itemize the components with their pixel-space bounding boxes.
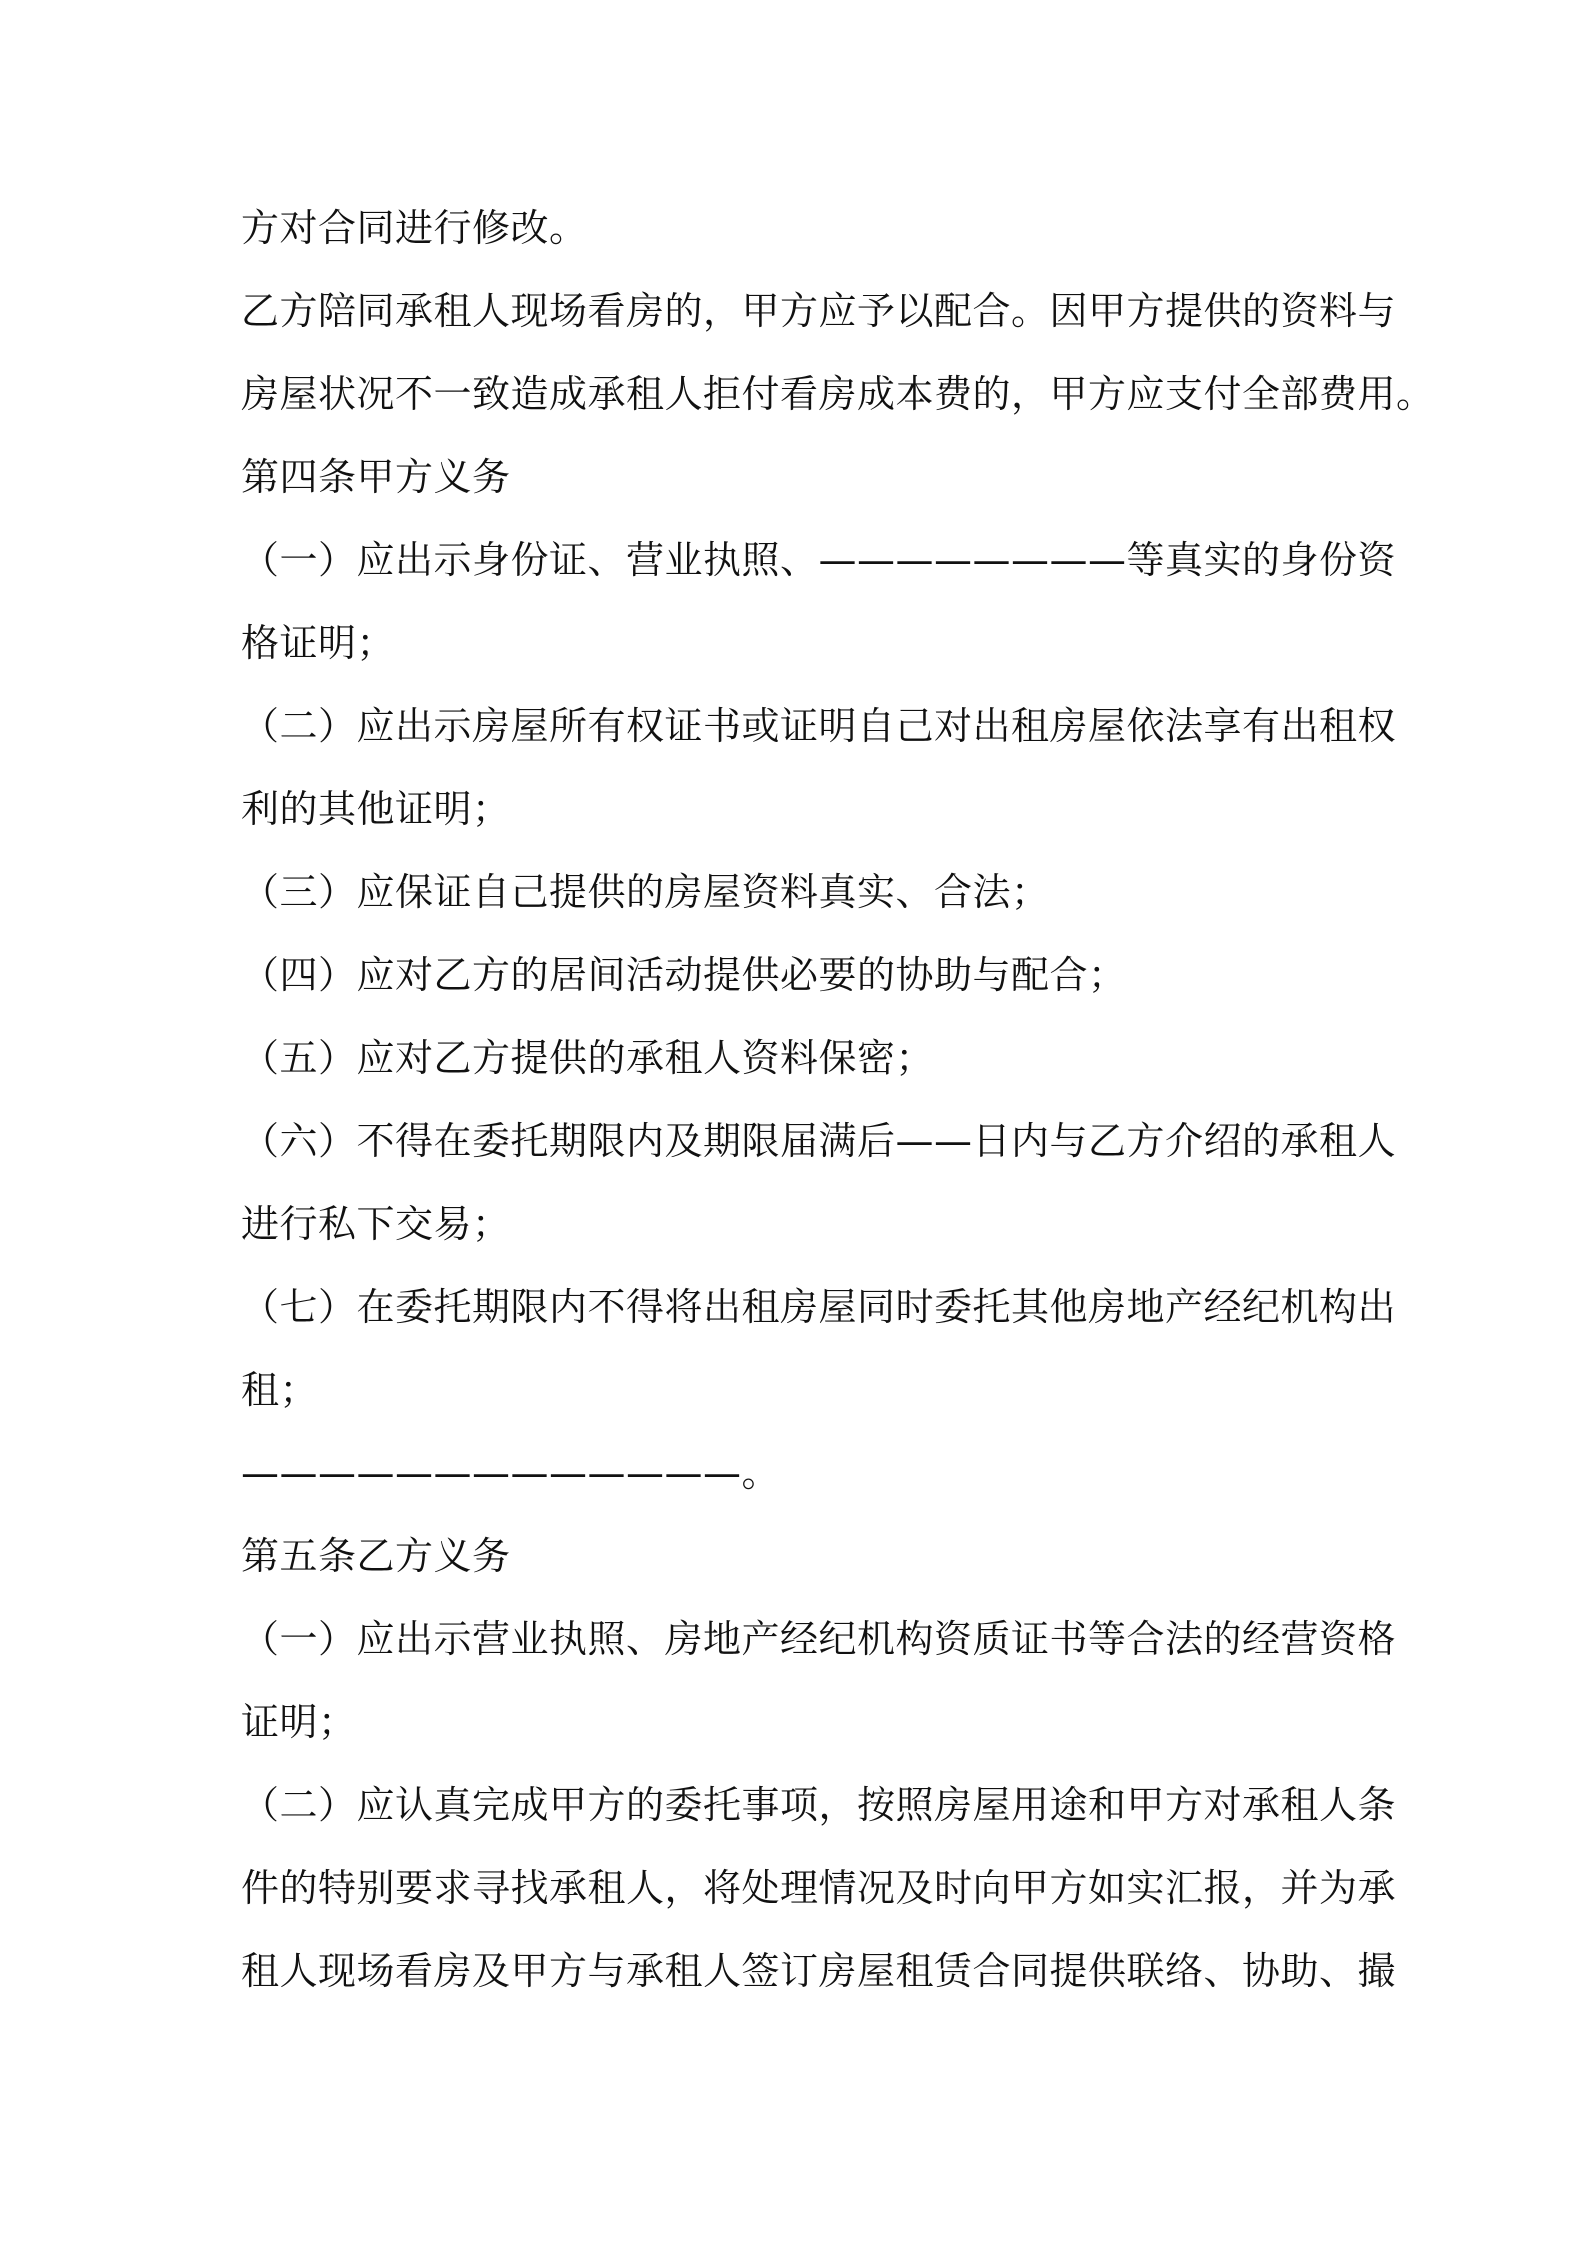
section-heading: 第五条乙方义务 (241, 1534, 511, 1578)
blank-fill-line: —————————————。 (241, 1451, 781, 1495)
text-line: 方对合同进行修改。 (241, 206, 588, 250)
list-item: （二）应认真完成甲方的委托事项，按照房屋用途和甲方对承租人条 (241, 1783, 1397, 1827)
text-line: 乙方陪同承租人现场看房的，甲方应予以配合。因甲方提供的资料与 (241, 289, 1397, 333)
text-line: 进行私下交易； (241, 1202, 511, 1246)
list-item: （四）应对乙方的居间活动提供必要的协助与配合； (241, 953, 1127, 997)
list-item: （七）在委托期限内不得将出租房屋同时委托其他房地产经纪机构出 (241, 1285, 1397, 1329)
text-line: 租； (241, 1368, 319, 1412)
list-item: （一）应出示营业执照、房地产经纪机构资质证书等合法的经营资格 (241, 1617, 1397, 1661)
list-item: （三）应保证自己提供的房屋资料真实、合法； (241, 870, 1050, 914)
list-item: （一）应出示身份证、营业执照、————————等真实的身份资 (241, 538, 1397, 582)
text-line: 证明； (241, 1700, 357, 1744)
list-item: （六）不得在委托期限内及期限届满后——日内与乙方介绍的承租人 (241, 1119, 1397, 1163)
text-line: 件的特别要求寻找承租人，将处理情况及时向甲方如实汇报，并为承 (241, 1866, 1397, 1910)
list-item: （五）应对乙方提供的承租人资料保密； (241, 1036, 935, 1080)
text-line: 房屋状况不一致造成承租人拒付看房成本费的，甲方应支付全部费用。 (241, 372, 1435, 416)
section-heading: 第四条甲方义务 (241, 455, 511, 499)
text-line: 租人现场看房及甲方与承租人签订房屋租赁合同提供联络、协助、撮 (241, 1949, 1397, 1993)
text-line: 利的其他证明； (241, 787, 511, 831)
list-item: （二）应出示房屋所有权证书或证明自己对出租房屋依法享有出租权 (241, 704, 1397, 748)
text-line: 格证明； (241, 621, 396, 665)
